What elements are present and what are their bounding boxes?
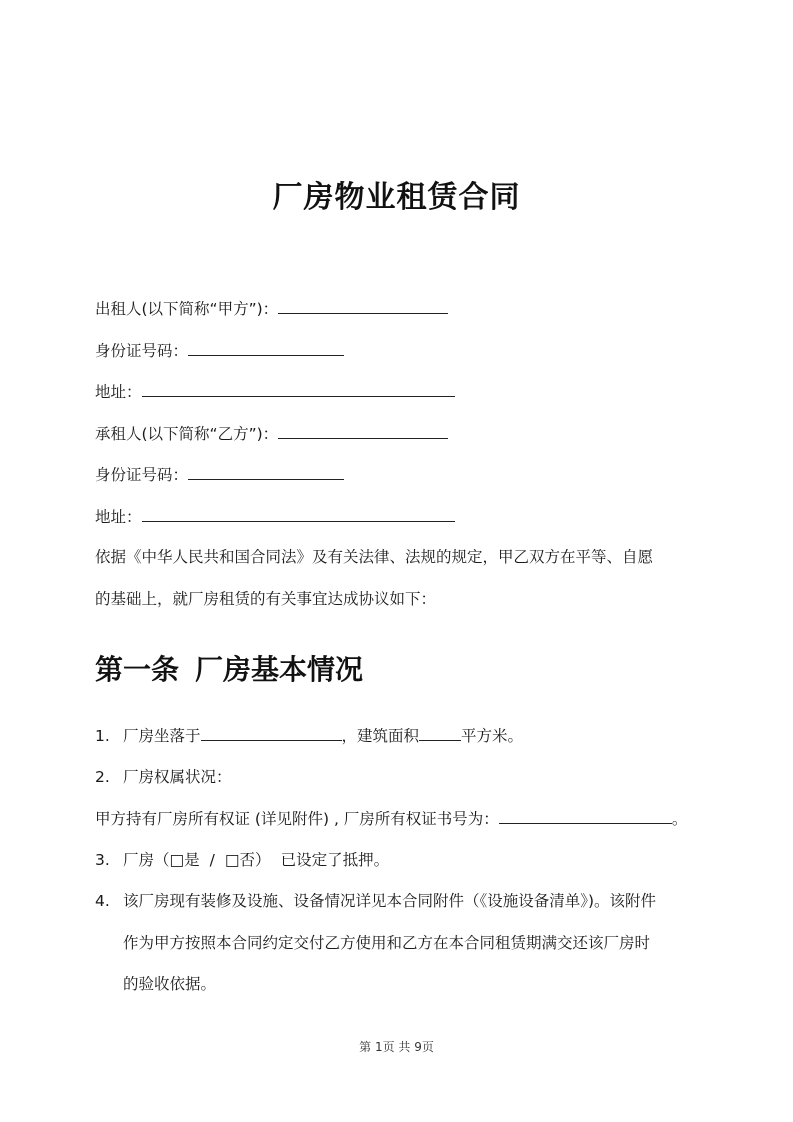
item-number: 2.: [95, 768, 110, 786]
party-a-address-label: 地址：: [95, 383, 142, 401]
preamble-line-1: 依据《中华人民共和国合同法》及有关法律、法规的规定，甲乙双方在平等、自愿: [95, 548, 654, 566]
preamble-line-2: 的基础上，就厂房租赁的有关事宜达成协议如下：: [95, 590, 437, 608]
item-3-text-b: 已设定了抵押。: [280, 851, 390, 869]
party-b-address-blank[interactable]: [142, 505, 455, 522]
party-b-address-label: 地址：: [95, 508, 142, 526]
item-number: 3.: [95, 851, 110, 869]
party-b-blank[interactable]: [278, 422, 448, 439]
item-1-text-unit: 平方米。: [461, 727, 524, 745]
article-1-item-4: [95, 890, 656, 912]
party-b-id-line: [95, 463, 344, 486]
mortgage-no-checkbox[interactable]: □否）: [224, 851, 271, 869]
page-footer: 第 1页 共 9页: [359, 1040, 434, 1054]
item-number: 4.: [95, 892, 110, 910]
building-area-blank[interactable]: [419, 724, 461, 741]
article-1-number: 第一条: [95, 653, 180, 686]
party-a-address-line: [95, 380, 455, 403]
ownership-cert-number-blank[interactable]: [499, 807, 672, 824]
article-1-item-2-sub: [95, 807, 687, 830]
party-b-line: [95, 422, 448, 445]
party-a-address-blank[interactable]: [142, 380, 455, 397]
article-1-item-3: [95, 849, 389, 871]
article-1-title: 厂房基本情况: [195, 653, 364, 686]
party-b-label: 承租人(以下简称“乙方”)：: [95, 425, 279, 443]
mortgage-yes-checkbox[interactable]: □是: [169, 851, 200, 869]
item-3-separator: /: [209, 851, 215, 869]
party-a-line: [95, 297, 448, 320]
factory-location-blank[interactable]: [201, 724, 342, 741]
party-a-id-line: [95, 339, 344, 362]
item-4-line-2: 作为甲方按照本合同约定交付乙方使用和乙方在本合同租赁期满交还该厂房时: [123, 934, 651, 952]
item-2-sub-end: 。: [671, 810, 688, 828]
party-a-blank[interactable]: [278, 297, 448, 314]
item-2-text: 厂房权属状况：: [123, 768, 232, 786]
item-3-text-a: 厂房（: [123, 851, 170, 869]
item-number: 1.: [95, 727, 110, 745]
party-b-address-line: [95, 505, 455, 528]
article-1-heading: [95, 648, 363, 688]
item-2-sub-text: 甲方持有厂房所有权证 (详见附件) , 厂房所有权证书号为：: [95, 810, 499, 828]
document-title: 厂房物业租赁合同: [272, 180, 521, 215]
party-a-id-label: 身份证号码：: [95, 342, 189, 360]
item-4-line-1: 该厂房现有装修及设施、设备情况详见本合同附件（《设施设备清单》)。该附件: [123, 892, 657, 910]
article-1-item-2: [95, 766, 232, 788]
item-4-line-3: 的验收依据。: [123, 975, 217, 993]
item-1-text-location: 厂房坐落于: [123, 727, 201, 745]
article-1-item-1: [95, 724, 523, 747]
party-a-id-blank[interactable]: [188, 339, 344, 356]
party-b-id-label: 身份证号码：: [95, 466, 189, 484]
party-b-id-blank[interactable]: [188, 463, 344, 480]
party-a-label: 出租人(以下简称“甲方”)：: [95, 300, 279, 318]
item-1-text-area: ，建筑面积: [341, 727, 420, 745]
